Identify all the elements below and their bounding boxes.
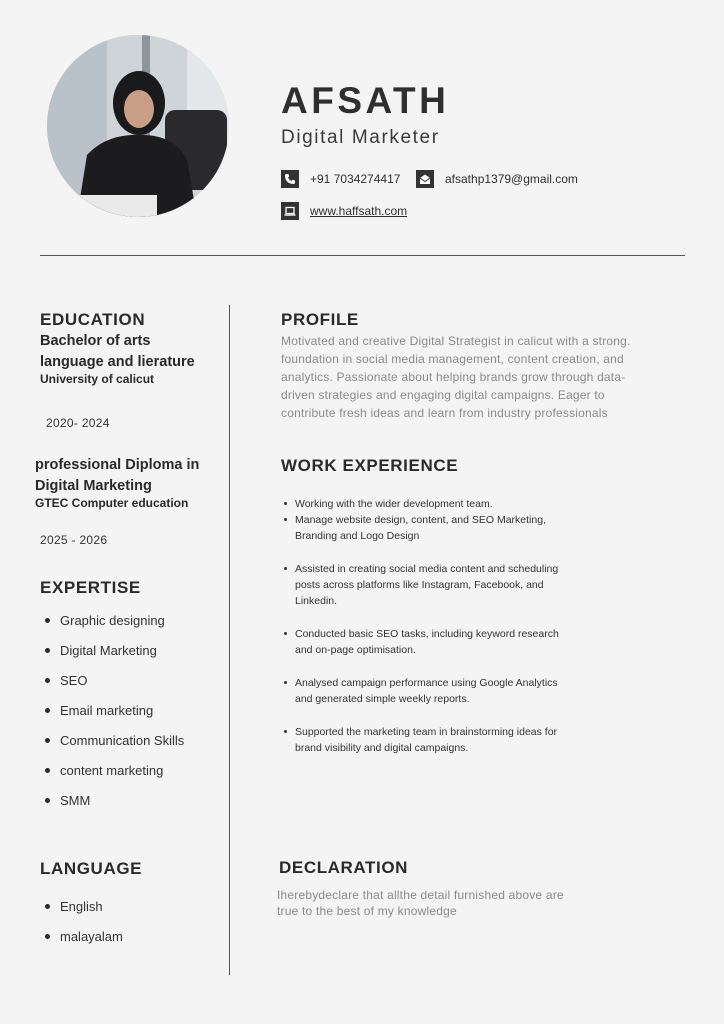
website-link[interactable]: www.haffsath.com: [310, 204, 408, 218]
education-degree-1: [40, 331, 195, 373]
expertise-item: Graphic designing: [40, 613, 184, 643]
profile-line: contribute fresh ideas and learn from industry professionals: [281, 406, 608, 420]
work-item-line: Assisted in creating social media content and scheduling: [295, 563, 559, 575]
phone-icon: [281, 170, 299, 188]
work-item-line: posts across platforms like Instagram, Facebook, and: [295, 579, 544, 591]
profile-heading: PROFILE: [281, 310, 359, 329]
declaration-heading: DECLARATION: [279, 858, 409, 877]
education-heading: EDUCATION: [40, 310, 146, 329]
work-item: [282, 561, 582, 609]
degree-2-line-2: Digital Marketing: [35, 478, 152, 494]
website-contact[interactable]: [281, 202, 407, 220]
expertise-item: content marketing: [40, 763, 184, 793]
profile-summary: [281, 332, 681, 422]
degree-1-line-1: Bachelor of arts: [40, 333, 151, 349]
expertise-item: SEO: [40, 673, 184, 703]
email-contact[interactable]: [416, 170, 578, 188]
language-heading: LANGUAGE: [40, 859, 143, 878]
profile-line: analytics. Passionate about helping brands grow through data-: [281, 370, 626, 384]
work-item-line: Analysed campaign performance using Google Analytics: [295, 677, 558, 689]
job-title: Digital Marketer: [281, 127, 440, 148]
work-item-line: Manage website design, content, and SEO Marketing,: [295, 514, 546, 526]
phone-contact[interactable]: [281, 170, 400, 188]
profile-photo: [47, 35, 229, 217]
work-item: [282, 675, 582, 707]
expertise-heading: EXPERTISE: [40, 578, 141, 597]
work-item-line: Linkedin.: [295, 595, 338, 607]
laptop-icon: [281, 202, 299, 220]
profile-line: foundation in social media management, content creation, and: [281, 352, 624, 366]
degree-2-line-1: professional Diploma in: [35, 457, 200, 473]
education-degree-2: [35, 455, 199, 497]
work-item: [282, 512, 582, 544]
work-item-line: Working with the wider development team.: [295, 498, 493, 510]
work-item-line: Supported the marketing team in brainstorming ideas for: [295, 726, 558, 738]
work-experience-list: [282, 496, 582, 756]
work-item: [282, 496, 582, 512]
expertise-item: SMM: [40, 793, 184, 823]
profile-line: driven strategies and engaging digital campaigns. Eager to: [281, 388, 605, 402]
expertise-item: Email marketing: [40, 703, 184, 733]
work-item-line: Conducted basic SEO tasks, including keyword research: [295, 628, 559, 640]
expertise-list: [40, 613, 184, 823]
work-item-line: brand visibility and digital campaigns.: [295, 742, 469, 754]
declaration-line: true to the best of my knowledge: [277, 904, 457, 918]
column-divider: [229, 305, 230, 975]
degree-1-line-2: language and lierature: [40, 354, 195, 370]
education-institution-2: GTEC Computer education: [35, 496, 189, 510]
candidate-name: AFSATH: [281, 80, 450, 121]
education-years-2: 2025 - 2026: [40, 533, 108, 547]
header-divider: [40, 255, 685, 256]
language-item: malayalam: [40, 929, 123, 959]
work-item: [282, 724, 582, 756]
language-item: English: [40, 899, 123, 929]
person-portrait-icon: [47, 35, 229, 217]
profile-line: Motivated and creative Digital Strategist in calicut with a strong.: [281, 334, 631, 348]
work-item-line: and on-page optimisation.: [295, 644, 416, 656]
declaration-text: [277, 887, 677, 919]
declaration-line: Iherebydeclare that allthe detail furnished above are: [277, 888, 564, 902]
work-experience-heading: WORK EXPERIENCE: [281, 456, 459, 475]
email-icon: [416, 170, 434, 188]
work-item: [282, 626, 582, 658]
language-list: [40, 899, 123, 959]
email-address: afsathp1379@gmail.com: [445, 172, 578, 186]
expertise-item: Digital Marketing: [40, 643, 184, 673]
education-years-1: 2020- 2024: [46, 416, 110, 430]
phone-number: +91 7034274417: [310, 172, 401, 186]
expertise-item: Communication Skills: [40, 733, 184, 763]
education-institution-1: University of calicut: [40, 372, 155, 386]
work-item-line: Branding and Logo Design: [295, 530, 420, 542]
work-item-line: and generated simple weekly reports.: [295, 693, 470, 705]
